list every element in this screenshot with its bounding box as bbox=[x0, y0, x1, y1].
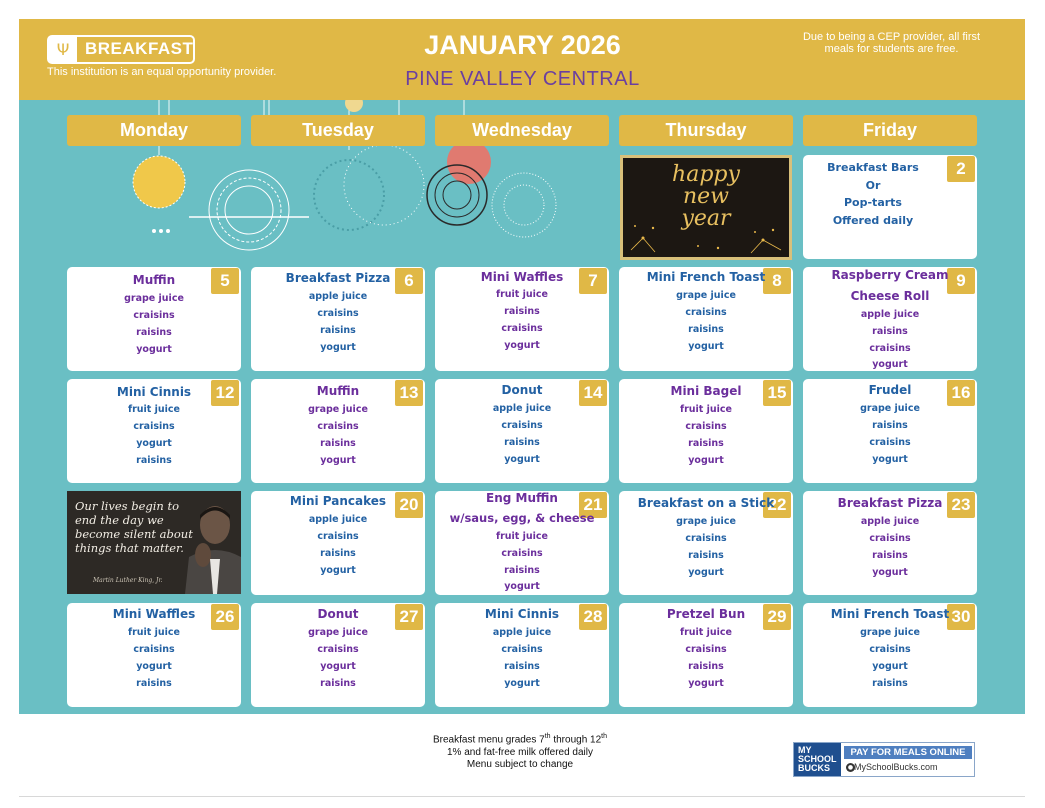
side-item: grape juice bbox=[860, 627, 920, 638]
menu-title: Muffin bbox=[132, 273, 176, 287]
side-item: raisins bbox=[320, 325, 356, 336]
happy-new-year-image bbox=[620, 155, 792, 260]
side-item: fruit juice bbox=[495, 531, 549, 542]
side-item: craisins bbox=[501, 420, 543, 431]
side-item: yogurt bbox=[504, 678, 540, 689]
side-item: craisins bbox=[501, 323, 543, 334]
day-header-thursday: Thursday bbox=[619, 115, 793, 146]
side-item: grape juice bbox=[860, 403, 920, 414]
equal-opportunity-statement: This institution is an equal opportunity provider. bbox=[47, 66, 277, 78]
milk-note: 1% and fat-free milk offered daily bbox=[446, 746, 593, 758]
date-number: 28 bbox=[579, 604, 607, 630]
side-item: yogurt bbox=[872, 359, 908, 370]
menu-title: Breakfast on a Stick bbox=[637, 496, 775, 510]
msb-logo-line: MY bbox=[798, 745, 812, 755]
side-item: craisins bbox=[317, 421, 359, 432]
side-item: fruit juice bbox=[495, 289, 549, 300]
globe-icon: ● bbox=[847, 764, 854, 771]
grades-note bbox=[400, 731, 640, 747]
date-number: 12 bbox=[211, 380, 239, 406]
hny-word-year: year bbox=[681, 206, 731, 231]
menu-title: Cheese Roll bbox=[850, 289, 930, 303]
date-number: 20 bbox=[395, 492, 423, 518]
day-cell-13 bbox=[251, 379, 425, 483]
date-number: 2 bbox=[947, 156, 975, 182]
date-number: 9 bbox=[947, 268, 975, 294]
menu-title: Pretzel Bun bbox=[666, 607, 746, 621]
day-header-wednesday: Wednesday bbox=[435, 115, 609, 146]
jan2-line: Breakfast Bars bbox=[827, 161, 919, 174]
side-item: craisins bbox=[501, 548, 543, 559]
date-number: 13 bbox=[395, 380, 423, 406]
day-cell-6 bbox=[251, 267, 425, 371]
side-item: raisins bbox=[504, 437, 540, 448]
side-item: raisins bbox=[688, 550, 724, 561]
side-item: yogurt bbox=[504, 581, 540, 592]
side-item: raisins bbox=[136, 678, 172, 689]
side-item: yogurt bbox=[136, 438, 172, 449]
side-item: apple juice bbox=[860, 516, 920, 527]
day-cell-27 bbox=[251, 603, 425, 707]
side-item: raisins bbox=[504, 661, 540, 672]
menu-title: Mini Waffles bbox=[112, 607, 196, 621]
month-title: JANUARY 2026 bbox=[424, 30, 621, 60]
mlk-author: Martin Luther King, Jr. bbox=[93, 577, 163, 584]
side-item: raisins bbox=[688, 438, 724, 449]
side-item: fruit juice bbox=[127, 627, 181, 638]
date-number: 21 bbox=[579, 492, 607, 518]
side-item: raisins bbox=[872, 678, 908, 689]
side-item: yogurt bbox=[688, 341, 724, 352]
side-item: yogurt bbox=[320, 455, 356, 466]
day-cell-16 bbox=[803, 379, 977, 483]
side-item: yogurt bbox=[504, 454, 540, 465]
mlk-portrait bbox=[185, 497, 241, 594]
date-number: 15 bbox=[763, 380, 791, 406]
side-item: apple juice bbox=[308, 291, 368, 302]
day-cell-14 bbox=[435, 379, 609, 483]
day-cell-7 bbox=[435, 267, 609, 371]
side-item: raisins bbox=[320, 678, 356, 689]
side-item: yogurt bbox=[688, 455, 724, 466]
menu-title: Mini French Toast bbox=[830, 607, 950, 621]
menu-title: Mini Cinnis bbox=[484, 607, 560, 621]
side-item: raisins bbox=[504, 306, 540, 317]
menu-title: Muffin bbox=[316, 384, 360, 398]
grades-note-text: through 12 bbox=[550, 734, 602, 746]
side-item: craisins bbox=[685, 644, 727, 655]
msb-url: MySchoolBucks.com bbox=[854, 762, 938, 772]
side-item: yogurt bbox=[320, 565, 356, 576]
day-cell-20 bbox=[251, 491, 425, 595]
grades-sup: th bbox=[544, 733, 551, 740]
fork-icon: Ψ bbox=[49, 37, 77, 62]
day-cell-30 bbox=[803, 603, 977, 707]
side-item: yogurt bbox=[872, 661, 908, 672]
side-item: raisins bbox=[872, 326, 908, 337]
side-item: raisins bbox=[320, 548, 356, 559]
side-item: apple juice bbox=[860, 309, 920, 320]
myschoolbucks-logo bbox=[794, 743, 841, 776]
side-item: apple juice bbox=[492, 627, 552, 638]
day-cell-28 bbox=[435, 603, 609, 707]
side-item: yogurt bbox=[688, 567, 724, 578]
side-item: raisins bbox=[688, 324, 724, 335]
side-item: craisins bbox=[685, 307, 727, 318]
side-item: craisins bbox=[685, 421, 727, 432]
date-number: 27 bbox=[395, 604, 423, 630]
menu-title: Breakfast Pizza bbox=[285, 271, 391, 285]
date-number: 5 bbox=[211, 268, 239, 294]
day-cell-23 bbox=[803, 491, 977, 595]
side-item: yogurt bbox=[504, 340, 540, 351]
school-name: PINE VALLEY CENTRAL bbox=[405, 68, 640, 90]
side-item: yogurt bbox=[320, 661, 356, 672]
bottom-divider bbox=[19, 796, 1025, 797]
side-item: craisins bbox=[317, 644, 359, 655]
footer-notes bbox=[400, 731, 640, 772]
breakfast-badge-label: BREAKFAST bbox=[85, 39, 194, 58]
grades-note-text: Breakfast menu grades 7 bbox=[432, 734, 545, 746]
grades-sup: th bbox=[601, 733, 608, 740]
menu-title: Mini Bagel bbox=[670, 384, 742, 398]
side-item: grape juice bbox=[308, 627, 368, 638]
side-item: grape juice bbox=[308, 404, 368, 415]
menu-title: Eng Muffin bbox=[486, 491, 558, 505]
menu-title: Mini Pancakes bbox=[289, 494, 387, 508]
myschoolbucks-link[interactable] bbox=[793, 742, 975, 777]
side-item: raisins bbox=[320, 438, 356, 449]
day-cell-5 bbox=[67, 267, 241, 371]
side-item: fruit juice bbox=[679, 627, 733, 638]
day-cell-21 bbox=[435, 491, 609, 595]
side-item: craisins bbox=[501, 644, 543, 655]
side-item: yogurt bbox=[872, 567, 908, 578]
breakfast-badge bbox=[47, 35, 195, 64]
side-item: fruit juice bbox=[127, 404, 181, 415]
cep-note: Due to being a CEP provider, all first meals for students are free. bbox=[802, 31, 981, 55]
side-item: craisins bbox=[869, 533, 911, 544]
day-header-friday: Friday bbox=[803, 115, 977, 146]
side-item: craisins bbox=[317, 531, 359, 542]
side-item: yogurt bbox=[136, 344, 172, 355]
day-cell-22 bbox=[619, 491, 793, 595]
side-item: craisins bbox=[869, 437, 911, 448]
side-item: grape juice bbox=[124, 293, 184, 304]
jan2-line: Offered daily bbox=[832, 213, 914, 227]
side-item: craisins bbox=[133, 421, 175, 432]
date-number: 8 bbox=[763, 268, 791, 294]
date-number: 7 bbox=[579, 268, 607, 294]
day-cell-9 bbox=[803, 267, 977, 371]
side-item: apple juice bbox=[308, 514, 368, 525]
date-number: 6 bbox=[395, 268, 423, 294]
side-item: raisins bbox=[136, 455, 172, 466]
date-number: 26 bbox=[211, 604, 239, 630]
day-header-monday: Monday bbox=[67, 115, 241, 146]
side-item: raisins bbox=[872, 550, 908, 561]
day-cell-26 bbox=[67, 603, 241, 707]
side-item: grape juice bbox=[676, 516, 736, 527]
date-number: 23 bbox=[947, 492, 975, 518]
side-item: raisins bbox=[136, 327, 172, 338]
mlk-quote: Our lives begin to end the day we become silent about things that matter. bbox=[75, 499, 193, 555]
date-number: 30 bbox=[947, 604, 975, 630]
date-number: 22 bbox=[763, 492, 791, 518]
msb-logo-line: BUCKS bbox=[798, 763, 831, 773]
menu-title: Donut bbox=[317, 607, 359, 621]
menu-title: Mini Cinnis bbox=[116, 385, 192, 399]
msb-logo-line: SCHOOL bbox=[798, 754, 837, 764]
hny-word-new: new bbox=[682, 184, 730, 209]
jan2-line: Or bbox=[865, 178, 881, 192]
side-item: yogurt bbox=[136, 661, 172, 672]
change-note: Menu subject to change bbox=[466, 759, 574, 771]
menu-title: Breakfast Pizza bbox=[837, 496, 943, 510]
side-item: yogurt bbox=[872, 454, 908, 465]
menu-title: Mini French Toast bbox=[646, 270, 766, 284]
menu-title: Frudel bbox=[868, 383, 912, 397]
day-cell-12 bbox=[67, 379, 241, 483]
side-item: grape juice bbox=[676, 290, 736, 301]
side-item: raisins bbox=[504, 565, 540, 576]
hny-word-happy: happy bbox=[672, 162, 740, 187]
side-item: craisins bbox=[869, 343, 911, 354]
side-item: craisins bbox=[685, 533, 727, 544]
date-number: 14 bbox=[579, 380, 607, 406]
jan2-line: Pop-tarts bbox=[844, 196, 902, 209]
day-cell-2 bbox=[803, 155, 977, 259]
mlk-quote-image bbox=[67, 491, 241, 594]
side-item: yogurt bbox=[688, 678, 724, 689]
side-item: raisins bbox=[872, 420, 908, 431]
side-item: raisins bbox=[688, 661, 724, 672]
menu-title: Donut bbox=[501, 383, 543, 397]
menu-title: w/saus, egg, & cheese bbox=[449, 511, 595, 525]
day-cell-8 bbox=[619, 267, 793, 371]
day-cell-29 bbox=[619, 603, 793, 707]
menu-title: Mini Waffles bbox=[480, 270, 564, 284]
side-item: craisins bbox=[133, 644, 175, 655]
date-number: 16 bbox=[947, 380, 975, 406]
date-number: 29 bbox=[763, 604, 791, 630]
side-item: yogurt bbox=[320, 342, 356, 353]
day-header-tuesday: Tuesday bbox=[251, 115, 425, 146]
day-cell-15 bbox=[619, 379, 793, 483]
side-item: craisins bbox=[133, 310, 175, 321]
side-item: craisins bbox=[317, 308, 359, 319]
menu-title: Raspberry Cream bbox=[831, 268, 949, 282]
side-item: craisins bbox=[869, 644, 911, 655]
side-item: apple juice bbox=[492, 403, 552, 414]
pay-online-label: PAY FOR MEALS ONLINE bbox=[844, 746, 972, 759]
side-item: fruit juice bbox=[679, 404, 733, 415]
